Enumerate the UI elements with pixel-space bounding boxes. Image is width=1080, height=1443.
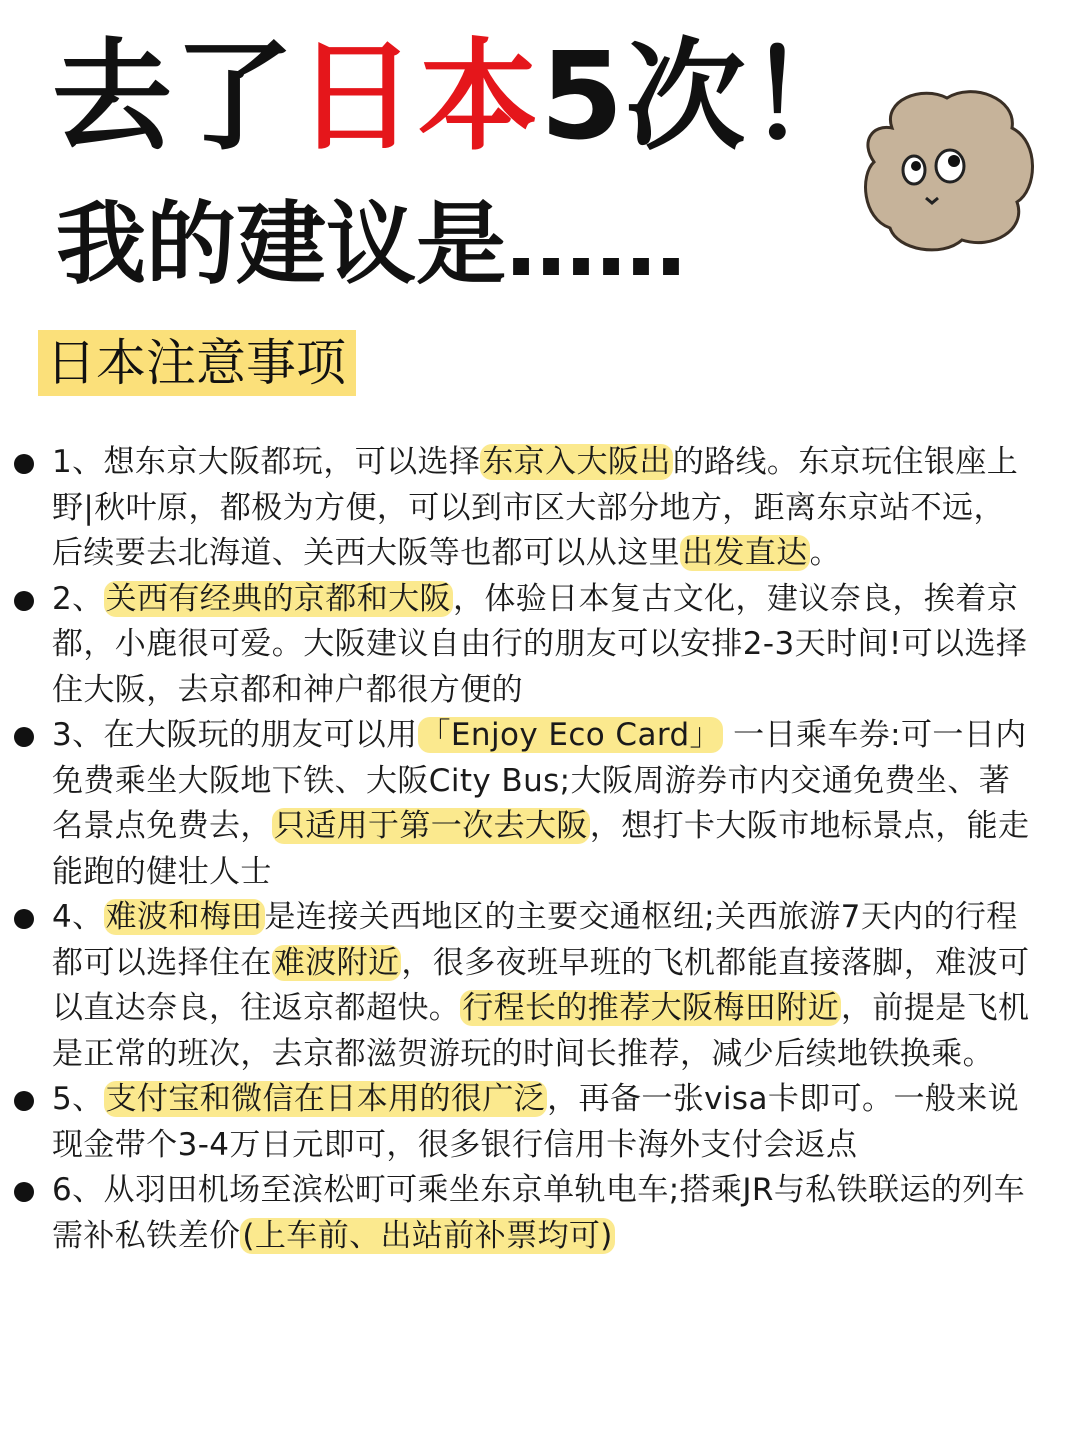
tip-text: 一日乘车券:可一日内免费乘坐大阪地下铁、大阪City Bus;大阪周游券市内交通免费坐、著名景点免费去， (52, 717, 1027, 844)
tip-highlight: 出发直达 (682, 535, 808, 571)
tip-highlight: 难波和梅田 (105, 899, 263, 935)
tip-highlight: 支付宝和微信在日本用的很广泛 (105, 1081, 546, 1117)
tip-text: ，想打卡大阪市地标景点，能走能跑的健壮人士 (52, 808, 1030, 890)
page-title (52, 28, 870, 168)
tip-text: 1、想东京大阪都玩，可以选择 (52, 444, 481, 480)
tip-item (52, 1077, 1032, 1168)
tip-text: 4、 (52, 899, 104, 935)
bullet-dot-icon (14, 591, 34, 611)
tip-text: 的路线。东京玩住银座上野|秋叶原，都极为方便，可以到市区大部分地方，距离东京站不远，后续要去北海道、关西大阪等也都可以从这里 (52, 444, 1019, 571)
tip-highlight: 关西有经典的京都和大阪 (105, 580, 451, 617)
title-part2: 5次！ (540, 28, 870, 167)
tip-text: ，再备一张visa卡即可。一般来说现金带个3-4万日元即可，很多银行信用卡海外支付会返点 (52, 1081, 1020, 1163)
tip-item (52, 1168, 1032, 1259)
tip-text: 5、 (52, 1081, 104, 1117)
round-beige-creature-icon (852, 80, 1042, 255)
tip-text: ，前提是飞机是正常的班次，去京都滋贺游玩的时间长推荐，减少后续地铁换乘。 (52, 990, 1030, 1072)
tip-text: 是连接关西地区的主要交通枢纽;关西旅游7天内的行程都可以选择住在 (52, 899, 1018, 981)
tip-text: 。 (809, 535, 842, 571)
page-subtitle: 我的建议是…… (56, 192, 686, 297)
tip-highlight: 难波附近 (273, 944, 400, 981)
bullet-dot-icon (14, 727, 34, 747)
tip-item (52, 440, 1032, 577)
tip-highlight: 行程长的推荐大阪梅田附近 (462, 990, 840, 1026)
bullet-dot-icon (14, 909, 34, 929)
bullet-dot-icon (14, 454, 34, 474)
tip-text: ，体验日本复古文化，建议奈良，挨着京都，小鹿很可爱。大阪建议自由行的朋友可以安排2-3天时间!可以选择住大阪，去京都和神户都很方便的 (52, 580, 1028, 708)
tip-item (52, 713, 1032, 895)
tip-item (52, 577, 1032, 714)
tip-highlight: 只适用于第一次去大阪 (273, 808, 588, 844)
title-part1: 去了 (52, 28, 296, 167)
tip-item (52, 895, 1032, 1077)
section-label: 日本注意事项 (38, 330, 356, 396)
tip-highlight: (上车前、出站前补票均可) (242, 1217, 613, 1254)
bullet-dot-icon (14, 1091, 34, 1111)
tip-text: ，很多夜班早班的飞机都能直接落脚，难波可以直达奈良，往返京都超快。 (52, 944, 1030, 1026)
tip-highlight: 「Enjoy Eco Card」 (419, 717, 721, 753)
tip-text: 2、 (52, 580, 104, 617)
title-highlight: 日本 (296, 28, 540, 167)
tips-list (52, 440, 1032, 1259)
tip-text: 6、从羽田机场至滨松町可乘坐东京单轨电车;搭乘JR与私铁联运的列车需补私铁差价 (52, 1172, 1026, 1254)
tip-text: 3、在大阪玩的朋友可以用 (52, 717, 418, 753)
bullet-dot-icon (14, 1182, 34, 1202)
tip-highlight: 东京入大阪出 (482, 444, 671, 480)
